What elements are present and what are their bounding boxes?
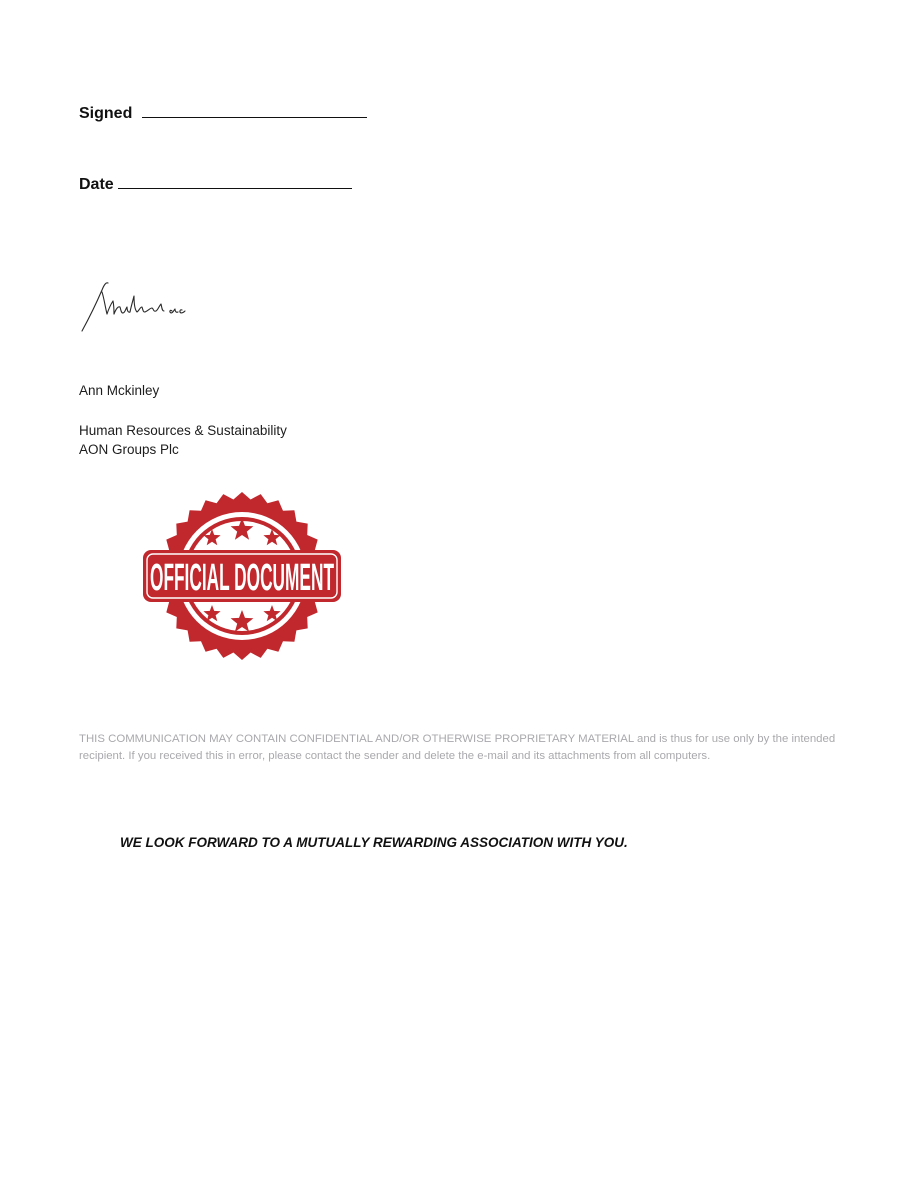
stamp-text: OFFICIAL DOCUMENT	[150, 557, 334, 599]
closing-statement: WE LOOK FORWARD TO A MUTUALLY REWARDING ASSOCIATION WITH YOU.	[120, 835, 628, 850]
signed-line[interactable]	[142, 103, 367, 118]
signed-field	[79, 103, 367, 123]
date-label: Date	[79, 176, 114, 193]
handwritten-signature	[78, 278, 193, 336]
date-field	[79, 174, 352, 194]
signer-company: AON Groups Plc	[79, 442, 179, 457]
signer-department: Human Resources & Sustainability	[79, 423, 287, 438]
signer-name: Ann Mckinley	[79, 383, 160, 398]
official-document-stamp	[140, 492, 344, 660]
confidentiality-disclaimer: THIS COMMUNICATION MAY CONTAIN CONFIDENTIAL AND/OR OTHERWISE PROPRIETARY MATERIAL and is thus for use only by the intended recipient. If you received this in error, please contact the sender and delete the e-mail and its attachments from all computers.	[79, 733, 836, 762]
date-line[interactable]	[118, 174, 352, 189]
signed-label: Signed	[79, 105, 133, 122]
